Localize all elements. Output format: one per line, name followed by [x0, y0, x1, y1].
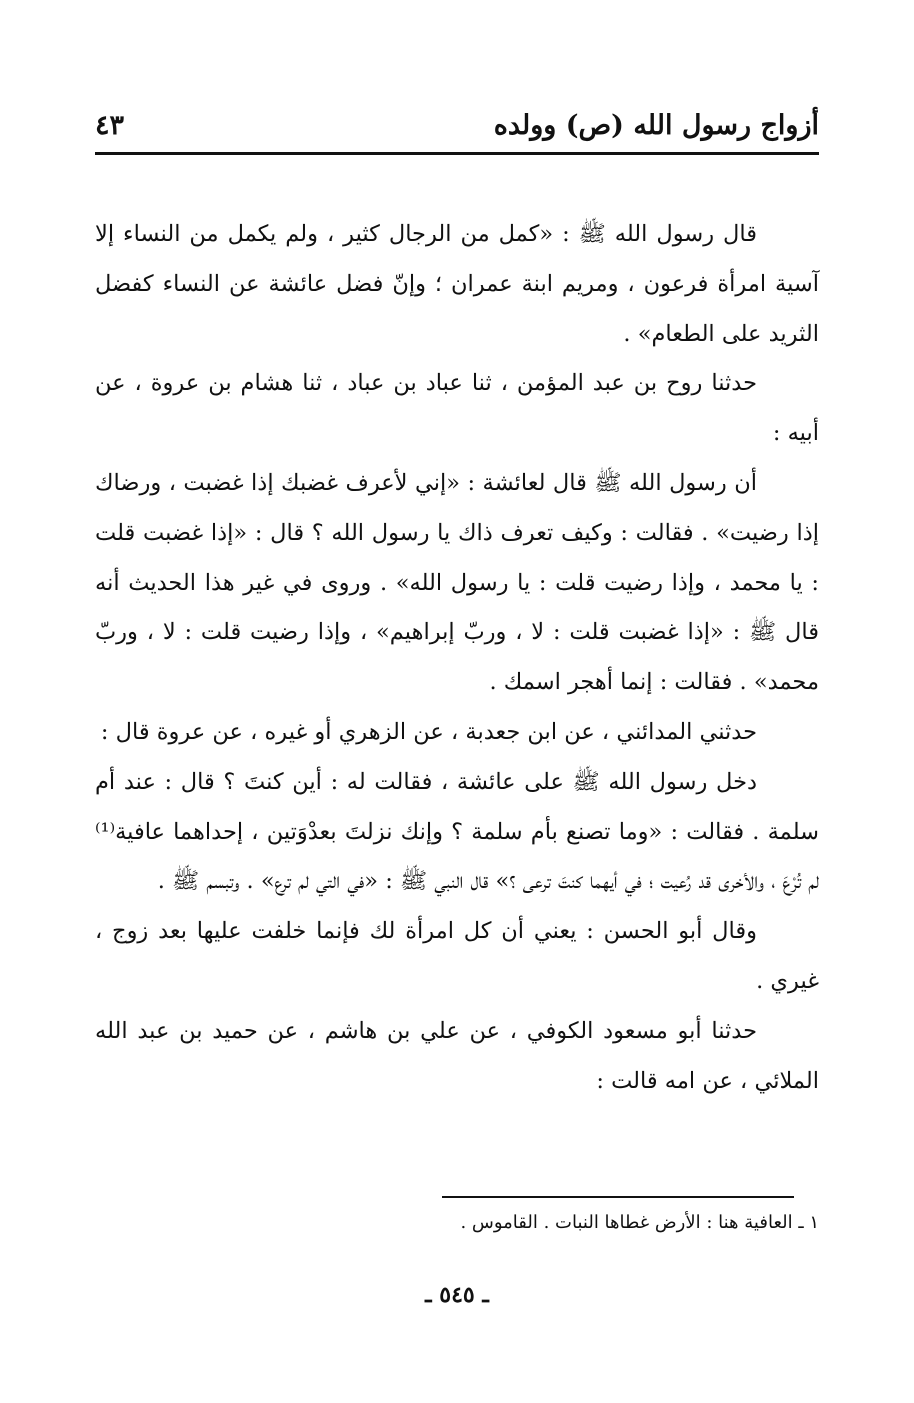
footnote-rule — [442, 1196, 794, 1198]
header-rule — [95, 152, 819, 155]
paragraph: حدثني المدائني ، عن ابن جعدبة ، عن الزهري أو غيره ، عن عروة قال : — [100, 718, 757, 745]
paragraph: دخل رسول الله ﷺ على عائشة ، فقالت له : أين كنتَ ؟ قال : عند أم سلمة . فقالت : «وما تصنع بأم سلمة ؟ وإنك نزلتَ بعدْوَتين ، إحداهما عافية⁽¹⁾ لم تُرْعَ ، والأخرى قد رُعيت ؛ في أيهما كنتَ ترعى ؟» قال النبي ﷺ : «في التي لم ترع» . وتبسم ﷺ . — [95, 768, 819, 895]
paragraph: حدثنا أبو مسعود الكوفي ، عن علي بن هاشم ، عن حميد بن عبد الله الملائي ، عن امه قالت : — [95, 1017, 819, 1094]
paragraph: قال رسول الله ﷺ : «كمل من الرجال كثير ، ولم يكمل من النساء إلا آسية امرأة فرعون ، ومريم ابنة عمران ؛ وإنّ فضل عائشة عن النساء كفضل الثريد على الطعام» . — [95, 221, 819, 347]
paragraph: وقال أبو الحسن : يعني أن كل امرأة لك فإنما خلفت عليها بعد زوج ، غيري . — [95, 918, 819, 994]
page-body — [95, 210, 819, 1106]
paragraph: حدثنا روح بن عبد المؤمن ، ثنا عباد بن عباد ، ثنا هشام بن عروة ، عن أبيه : — [95, 370, 819, 447]
running-page-number: ٤٣ — [95, 110, 125, 141]
folio-page-number: ـ ٥٤٥ ـ — [425, 1282, 489, 1308]
running-title: أزواج رسول الله (ص) وولده — [493, 110, 819, 141]
running-header — [95, 110, 819, 154]
footnote: ١ ـ العافية هنا : الأرض غطاها النبات . القاموس . — [460, 1212, 819, 1233]
paragraph: أن رسول الله ﷺ قال لعائشة : «إني لأعرف غضبك إذا غضبت ، ورضاك إذا رضيت» . فقالت : وكيف تعرف ذاك يا رسول الله ؟ قال : «إذا غضبت قلت : يا محمد ، وإذا رضيت قلت : يا رسول الله» . وروى في غير هذا الحديث أنه قال ﷺ : «إذا غضبت قلت : لا ، وربّ إبراهيم» ، وإذا رضيت قلت : لا ، وربّ محمد» . فقالت : إنما أهجر اسمك . — [95, 469, 819, 696]
